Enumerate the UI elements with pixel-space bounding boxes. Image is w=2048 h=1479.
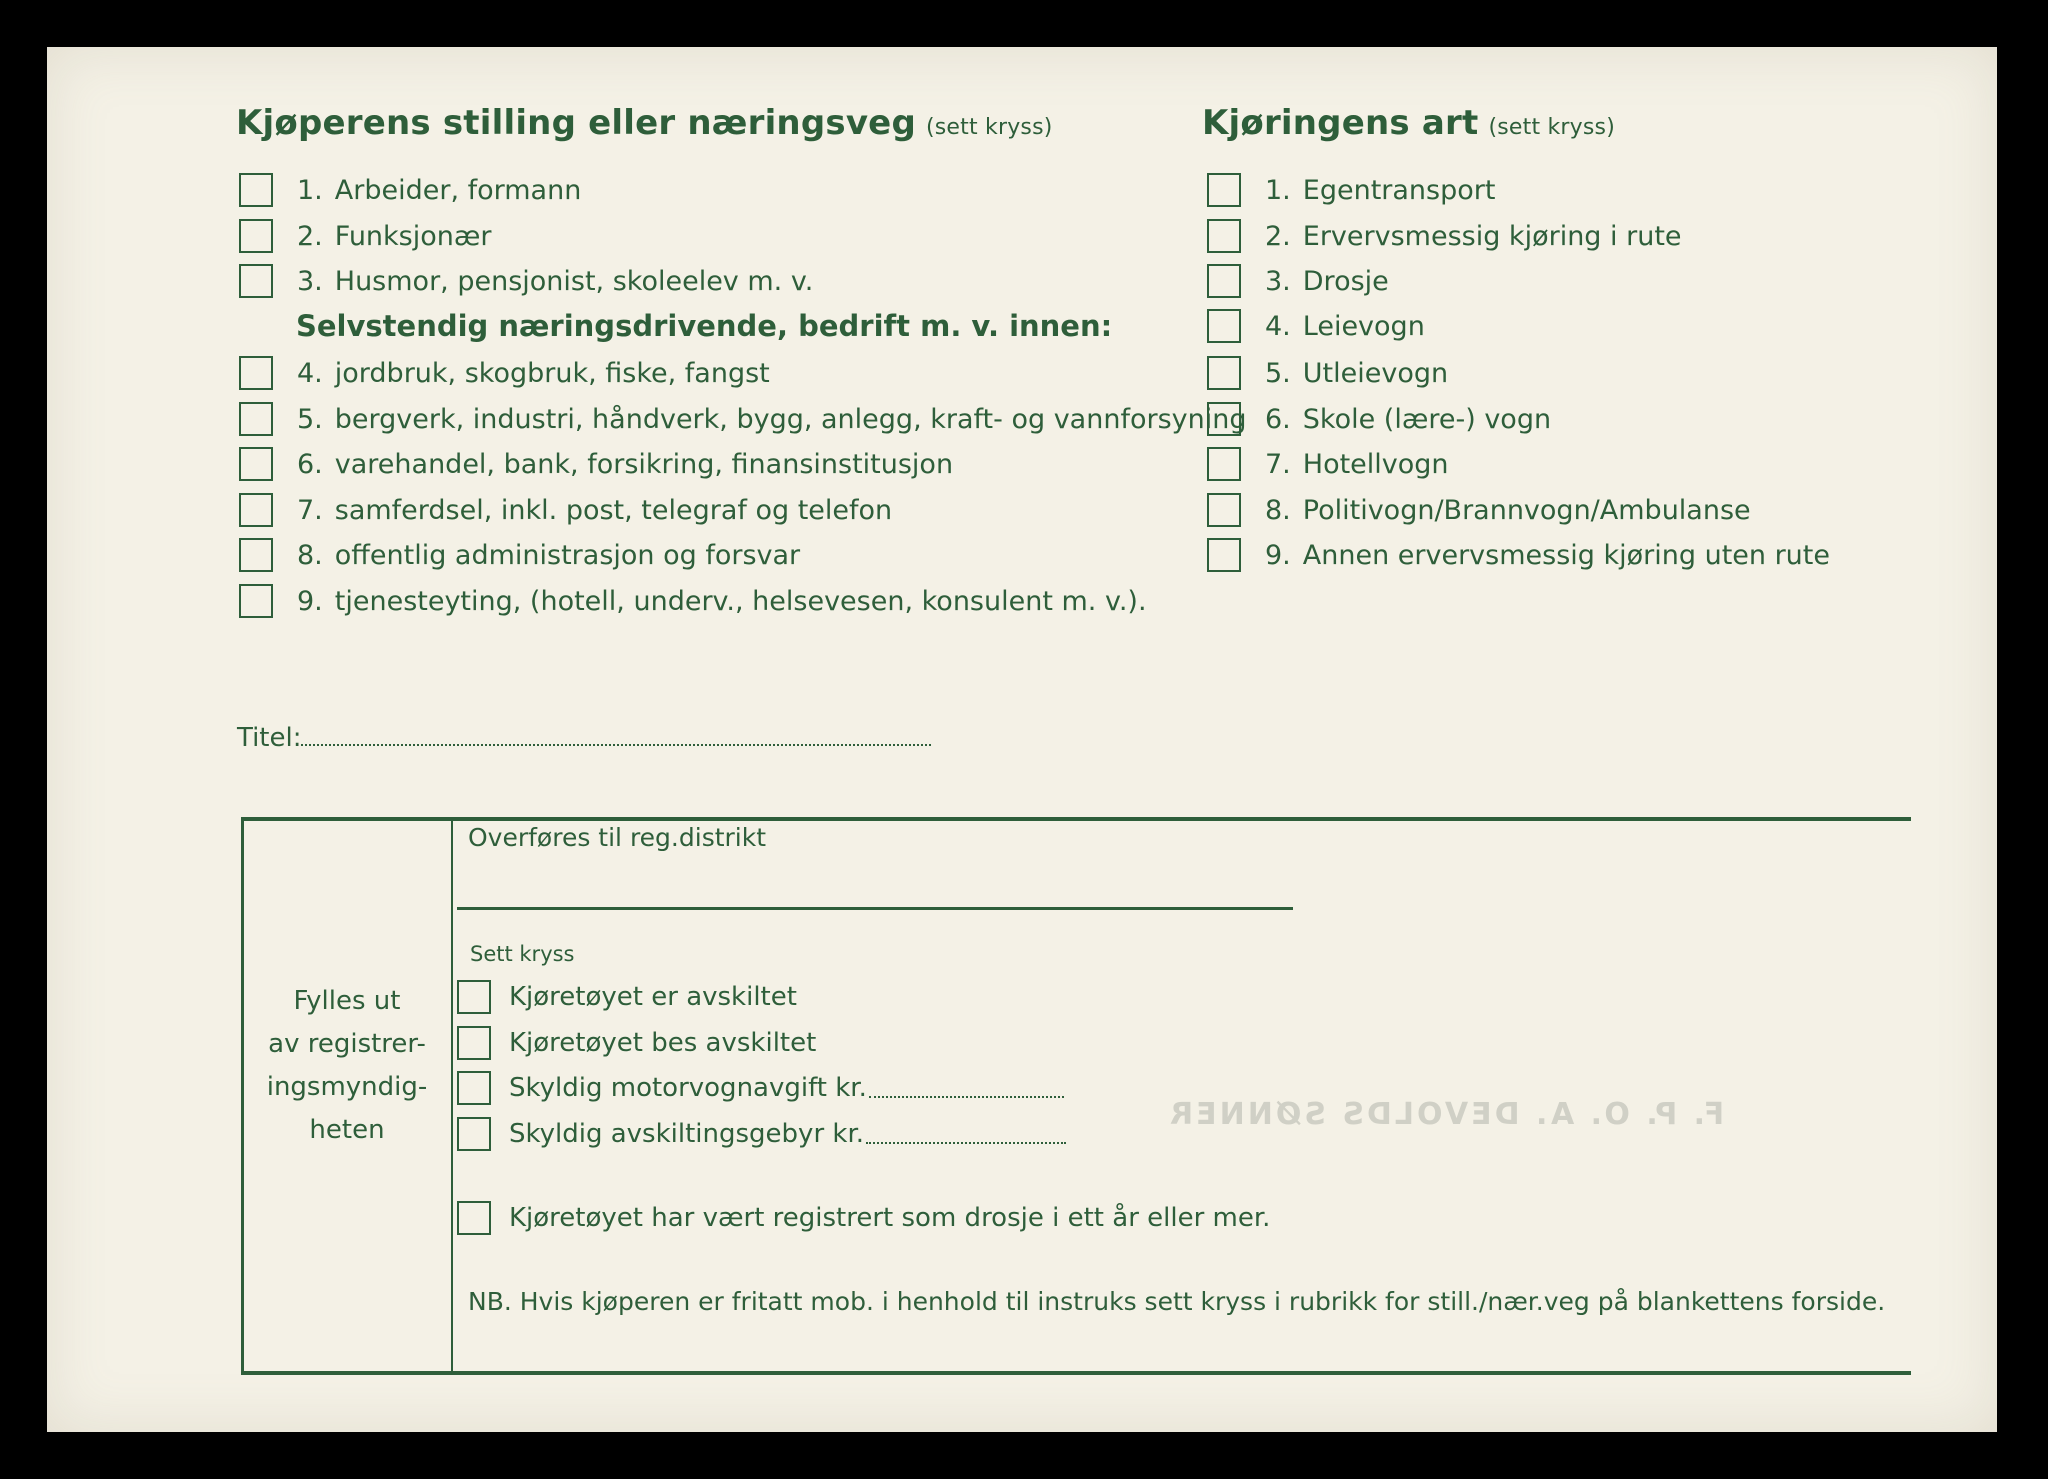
checkbox[interactable] (239, 219, 273, 253)
check-label: Kjøretøyet bes avskiltet (509, 1028, 817, 1058)
option-number: 1. (297, 174, 323, 206)
occupation-option-9[interactable] (239, 584, 1147, 618)
option-label: Skole (lære-) vogn (1302, 403, 1552, 435)
checkbox[interactable] (1207, 309, 1241, 343)
check-label: Kjøretøyet har vært registrert som drosje i ett år eller mer. (509, 1203, 1271, 1233)
occupation-option-6[interactable] (239, 447, 953, 481)
side-label-line: Fylles ut (293, 986, 401, 1016)
driving-option-9[interactable] (1207, 538, 1830, 572)
driving-option-7[interactable] (1207, 447, 1449, 481)
option-number: 6. (1265, 403, 1291, 435)
driving-option-4[interactable] (1207, 309, 1425, 343)
option-label: tjenesteyting, (hotell, underv., helsevesen, konsulent m. v.). (334, 585, 1147, 617)
title-label: Titel: (237, 723, 302, 753)
registry-top-rule (241, 817, 1911, 821)
checkbox[interactable] (457, 980, 491, 1014)
option-label: Hotellvogn (1302, 448, 1449, 480)
occupation-option-1[interactable] (239, 173, 581, 207)
side-label-line: av registrer- (268, 1029, 426, 1059)
buyer-occupation-heading (236, 103, 1053, 143)
checkbox[interactable] (1207, 402, 1241, 436)
driving-option-5[interactable] (1207, 356, 1448, 390)
occupation-option-8[interactable] (239, 538, 800, 572)
checkbox[interactable] (1207, 264, 1241, 298)
option-number: 4. (1265, 310, 1291, 342)
transfer-label: Overføres til reg.distrikt (468, 823, 767, 852)
option-number: 2. (1265, 220, 1291, 252)
checkbox[interactable] (1207, 538, 1241, 572)
buyer-occupation-hint: (sett kryss) (925, 115, 1053, 140)
option-label: Husmor, pensjonist, skoleelev m. v. (334, 265, 814, 297)
option-number: 3. (297, 265, 323, 297)
title-dotted-line[interactable] (301, 726, 931, 746)
amount-dotted-line[interactable] (866, 1124, 1066, 1144)
side-label-line: heten (309, 1115, 385, 1145)
registry-side-label (252, 980, 442, 1152)
option-number: 4. (297, 357, 323, 389)
check-label: Kjøretøyet er avskiltet (509, 982, 797, 1012)
checkbox[interactable] (1207, 219, 1241, 253)
transfer-field-line[interactable] (457, 907, 1293, 910)
driving-type-title: Kjøringens art (1202, 103, 1479, 143)
checkbox[interactable] (239, 447, 273, 481)
registry-bottom-rule (241, 1371, 1911, 1375)
driving-type-heading (1202, 103, 1615, 143)
checkbox[interactable] (239, 584, 273, 618)
driving-option-2[interactable] (1207, 219, 1682, 253)
checkbox[interactable] (239, 264, 273, 298)
option-label: Egentransport (1302, 174, 1496, 206)
registry-check-1[interactable] (457, 980, 797, 1014)
drosje-check[interactable] (457, 1201, 1270, 1235)
checkbox[interactable] (239, 402, 273, 436)
checkbox[interactable] (457, 1071, 491, 1105)
occupation-option-3[interactable] (239, 264, 813, 298)
driving-option-8[interactable] (1207, 493, 1751, 527)
option-number: 6. (297, 448, 323, 480)
self-employed-subheading: Selvstendig næringsdrivende, bedrift m. v. innen: (296, 309, 1113, 343)
checkbox[interactable] (239, 493, 273, 527)
title-field[interactable] (237, 723, 931, 753)
driving-option-1[interactable] (1207, 173, 1495, 207)
option-number: 9. (1265, 539, 1291, 571)
option-label: Leievogn (1302, 310, 1425, 342)
option-number: 8. (1265, 494, 1291, 526)
driving-type-hint: (sett kryss) (1488, 115, 1615, 140)
driving-option-3[interactable] (1207, 264, 1389, 298)
checkbox[interactable] (239, 173, 273, 207)
nb-note: NB. Hvis kjøperen er fritatt mob. i henhold til instruks sett kryss i rubrikk for still./nær.veg på blankettens forside. (468, 1287, 1886, 1316)
option-number: 9. (297, 585, 323, 617)
option-label: bergverk, industri, håndverk, bygg, anlegg, kraft- og vannforsyning (334, 403, 1247, 435)
registry-check-2[interactable] (457, 1026, 816, 1060)
registry-left-rule (241, 817, 244, 1375)
option-label: samferdsel, inkl. post, telegraf og telefon (334, 494, 893, 526)
option-label: varehandel, bank, forsikring, finansinstitusjon (334, 448, 954, 480)
option-label: Ervervsmessig kjøring i rute (1302, 220, 1682, 252)
option-number: 3. (1265, 265, 1291, 297)
option-number: 8. (297, 539, 323, 571)
checkbox[interactable] (1207, 493, 1241, 527)
option-label: Drosje (1302, 265, 1389, 297)
registry-check-3[interactable] (457, 1071, 1064, 1105)
option-number: 7. (297, 494, 323, 526)
checkbox[interactable] (239, 356, 273, 390)
registry-check-4[interactable] (457, 1117, 1066, 1151)
checkbox[interactable] (457, 1201, 491, 1235)
occupation-option-7[interactable] (239, 493, 892, 527)
option-number: 5. (297, 403, 323, 435)
occupation-option-4[interactable] (239, 356, 770, 390)
tick-hint: Sett kryss (470, 942, 575, 966)
checkbox[interactable] (457, 1026, 491, 1060)
form-sheet (47, 47, 1997, 1432)
option-label: Politivogn/Brannvogn/Ambulanse (1302, 494, 1751, 526)
checkbox[interactable] (1207, 173, 1241, 207)
registry-divider (451, 817, 453, 1375)
buyer-occupation-title: Kjøperens stilling eller næringsveg (236, 103, 916, 143)
option-number: 2. (297, 220, 323, 252)
driving-option-6[interactable] (1207, 402, 1551, 436)
occupation-option-2[interactable] (239, 219, 492, 253)
check-label: Skyldig motorvognavgift kr. (509, 1073, 867, 1103)
check-label: Skyldig avskiltingsgebyr kr. (509, 1119, 865, 1149)
option-number: 5. (1265, 357, 1291, 389)
option-number: 7. (1265, 448, 1291, 480)
checkbox[interactable] (1207, 447, 1241, 481)
option-label: Annen ervervsmessig kjøring uten rute (1302, 539, 1830, 571)
amount-dotted-line[interactable] (869, 1078, 1064, 1098)
option-label: Arbeider, formann (334, 174, 582, 206)
option-number: 1. (1265, 174, 1291, 206)
option-label: Utleievogn (1302, 357, 1449, 389)
bleed-through-stamp: F. P. O. A. DEVOLDS SØNNER (1167, 1097, 1725, 1132)
side-label-line: ingsmyndig- (266, 1072, 428, 1102)
checkbox[interactable] (457, 1117, 491, 1151)
option-label: Funksjonær (334, 220, 492, 252)
option-label: jordbruk, skogbruk, fiske, fangst (334, 357, 770, 389)
occupation-option-5[interactable] (239, 402, 1246, 436)
option-label: offentlig administrasjon og forsvar (334, 539, 801, 571)
checkbox[interactable] (1207, 356, 1241, 390)
checkbox[interactable] (239, 538, 273, 572)
